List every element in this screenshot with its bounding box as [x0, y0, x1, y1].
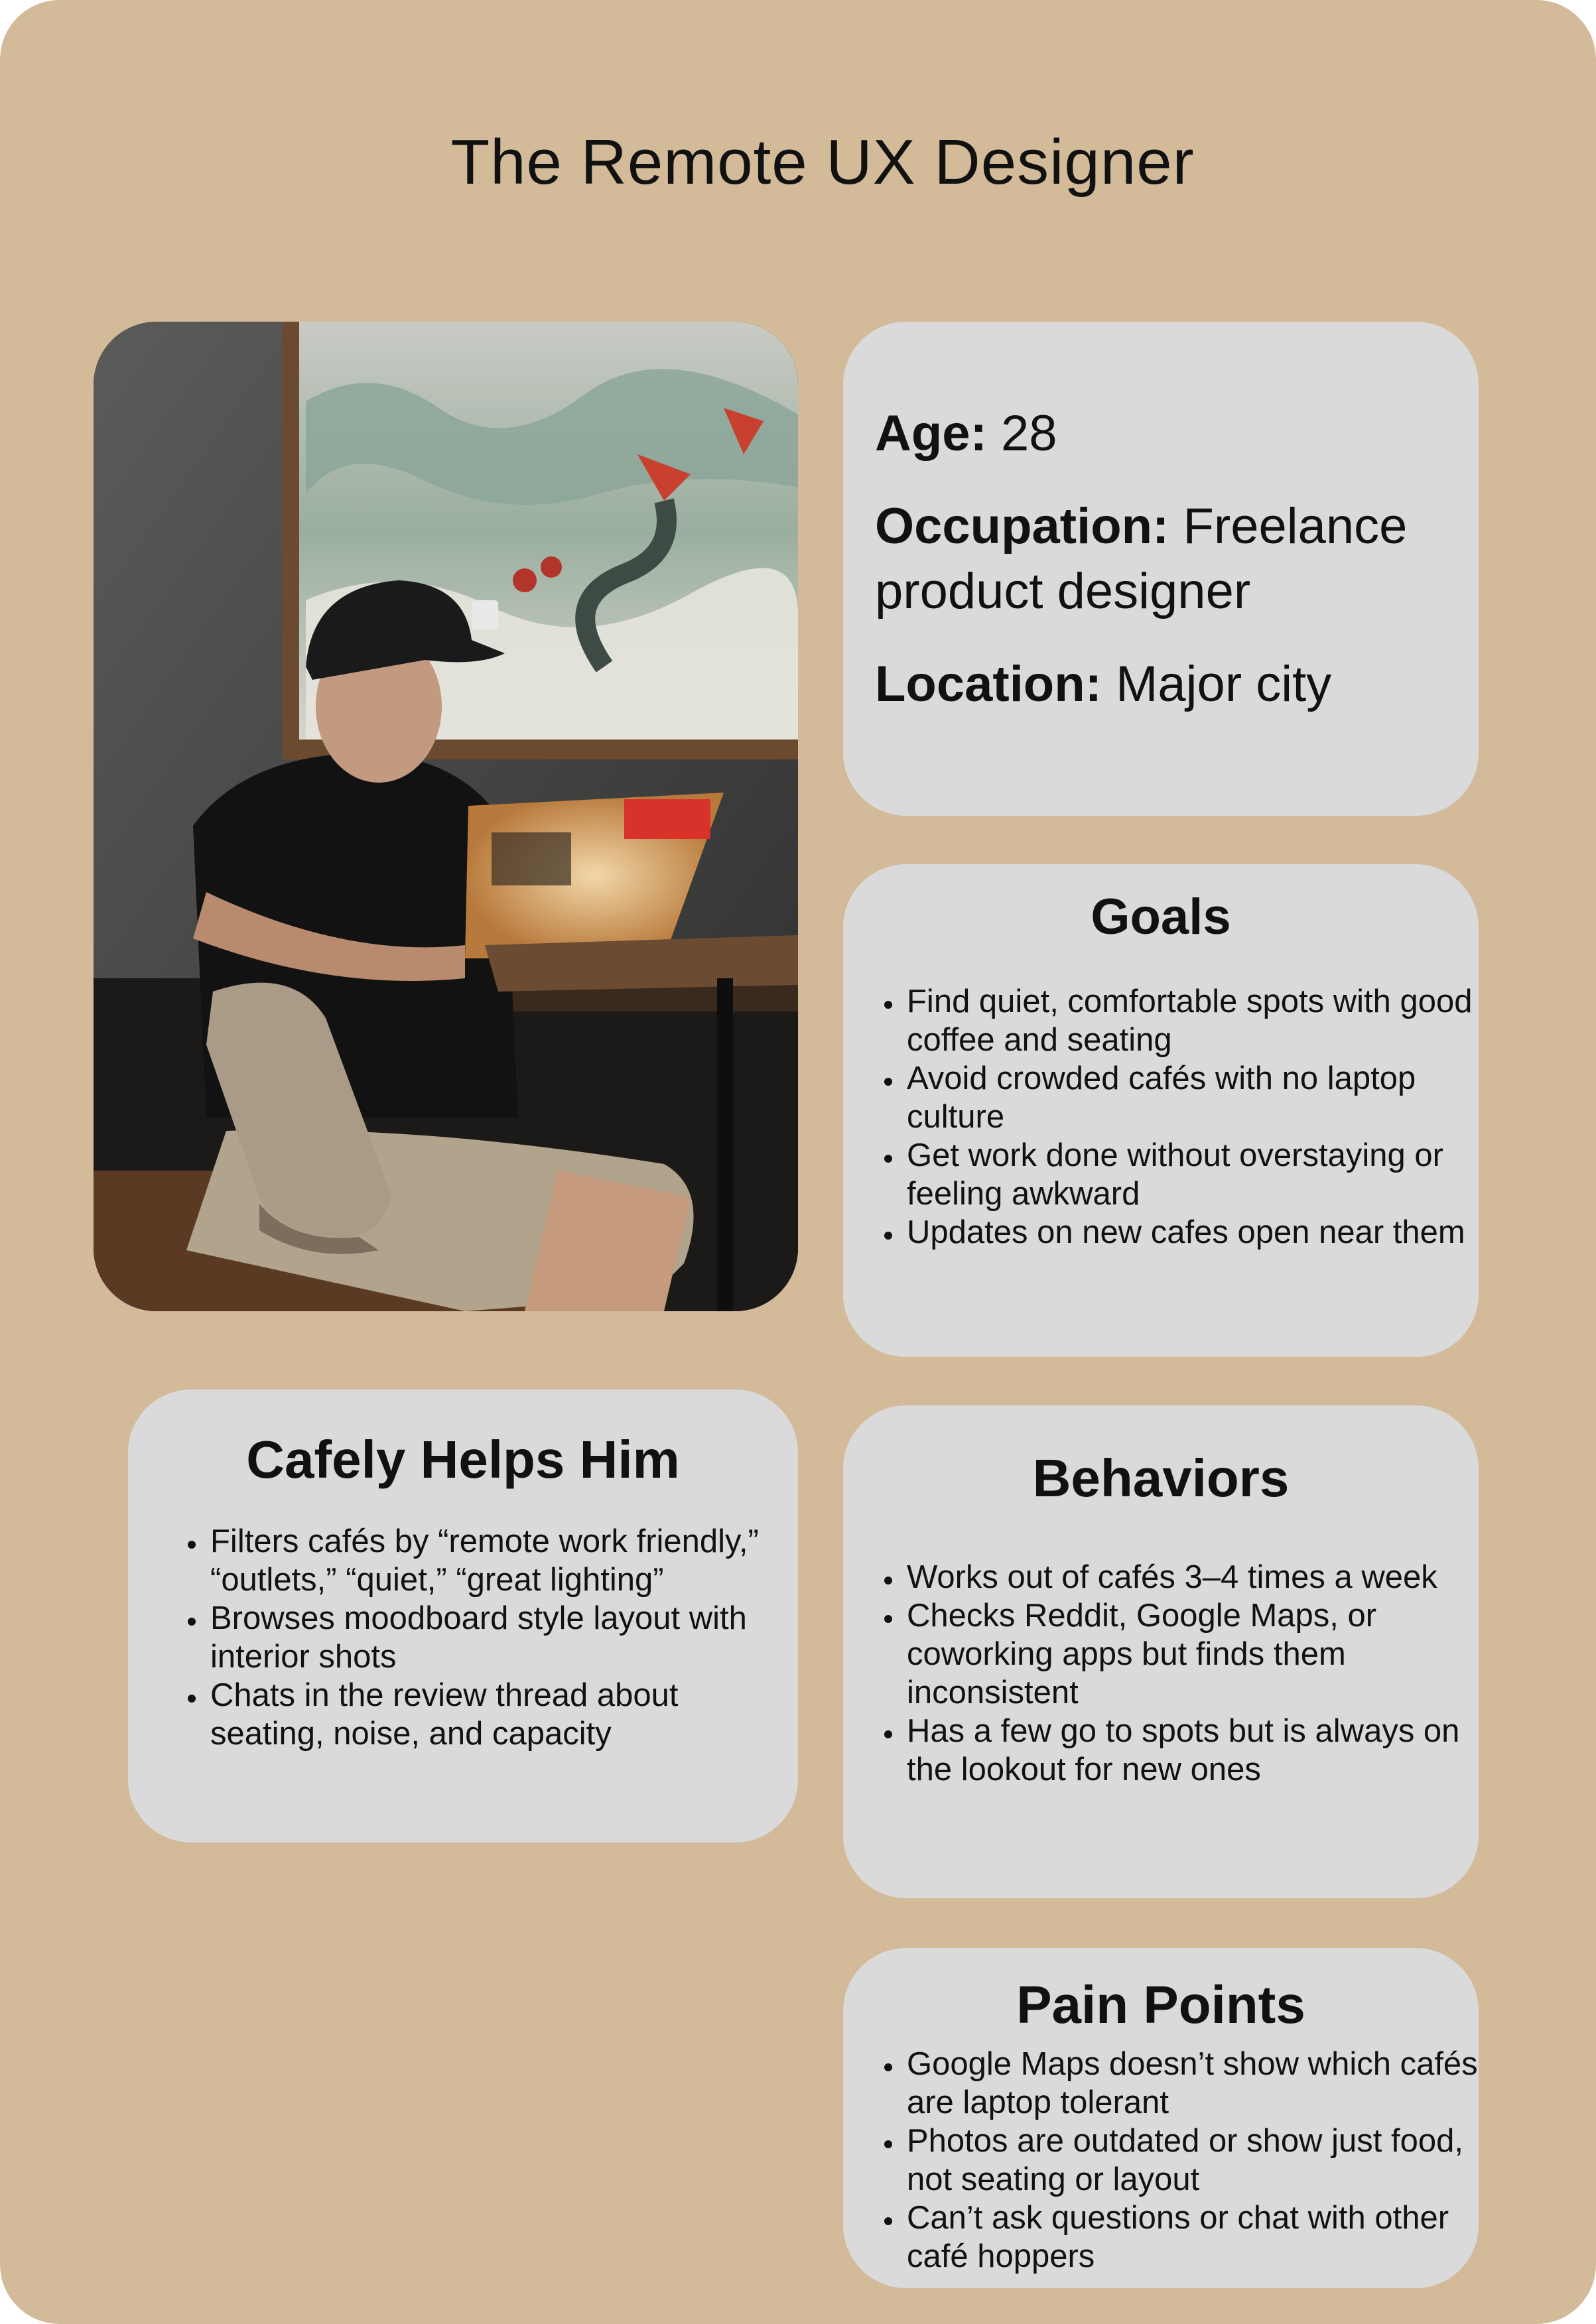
list-item: • Filters cafés by “remote work friendly,” “outlets,” “quiet,” “great lighting” — [208, 1522, 798, 1599]
list-item: • Works out of cafés 3–4 times a week — [904, 1558, 1479, 1596]
location-label: Location: — [875, 656, 1102, 712]
list-item: • Can’t ask questions or chat with other café hoppers — [904, 2199, 1479, 2276]
cafely-helps-card — [128, 1389, 798, 1842]
cafely-helps-heading: Cafely Helps Him — [246, 1430, 680, 1489]
list-item: • Checks Reddit, Google Maps, or coworking apps but finds them inconsistent — [904, 1596, 1479, 1712]
location-value: Major city — [1101, 656, 1332, 712]
pain-points-card — [843, 1948, 1479, 2288]
occupation-line — [875, 494, 1452, 624]
age-line — [875, 401, 1452, 466]
goals-card — [843, 864, 1479, 1357]
behaviors-heading: Behaviors — [1032, 1449, 1290, 1508]
age-value: 28 — [986, 405, 1057, 462]
cafely-helps-list — [128, 1522, 798, 1753]
list-item: • Browses moodboard style layout with interior shots — [208, 1599, 798, 1676]
occupation-label: Occupation: — [875, 498, 1169, 554]
list-item: • Avoid crowded cafés with no laptop culture — [904, 1059, 1479, 1136]
age-label: Age: — [875, 405, 987, 462]
persona-photo — [94, 322, 798, 1311]
behaviors-list — [843, 1558, 1479, 1789]
occupation-value: Freelance product designer — [875, 498, 1408, 619]
location-line — [875, 652, 1452, 717]
person-with-laptop-photo — [94, 322, 798, 1311]
list-item: • Chats in the review thread about seating, noise, and capacity — [208, 1676, 798, 1753]
page-title: The Remote UX Designer — [450, 127, 1195, 198]
goals-list — [843, 982, 1479, 1252]
list-item: • Get work done without overstaying or feeling awkward — [904, 1136, 1479, 1213]
list-item: • Photos are outdated or show just food, not seating or layout — [904, 2122, 1479, 2199]
pain-points-list — [843, 2045, 1479, 2276]
list-item: • Has a few go to spots but is always on the lookout for new ones — [904, 1712, 1479, 1789]
behaviors-card — [843, 1405, 1479, 1898]
list-item: • Find quiet, comfortable spots with good coffee and seating — [904, 982, 1479, 1059]
list-item: • Google Maps doesn’t show which cafés are laptop tolerant — [904, 2045, 1479, 2122]
demographics-card — [843, 322, 1479, 816]
pain-points-heading: Pain Points — [1016, 1975, 1305, 2034]
goals-heading: Goals — [1091, 889, 1231, 945]
list-item: • Updates on new cafes open near them — [904, 1213, 1479, 1252]
